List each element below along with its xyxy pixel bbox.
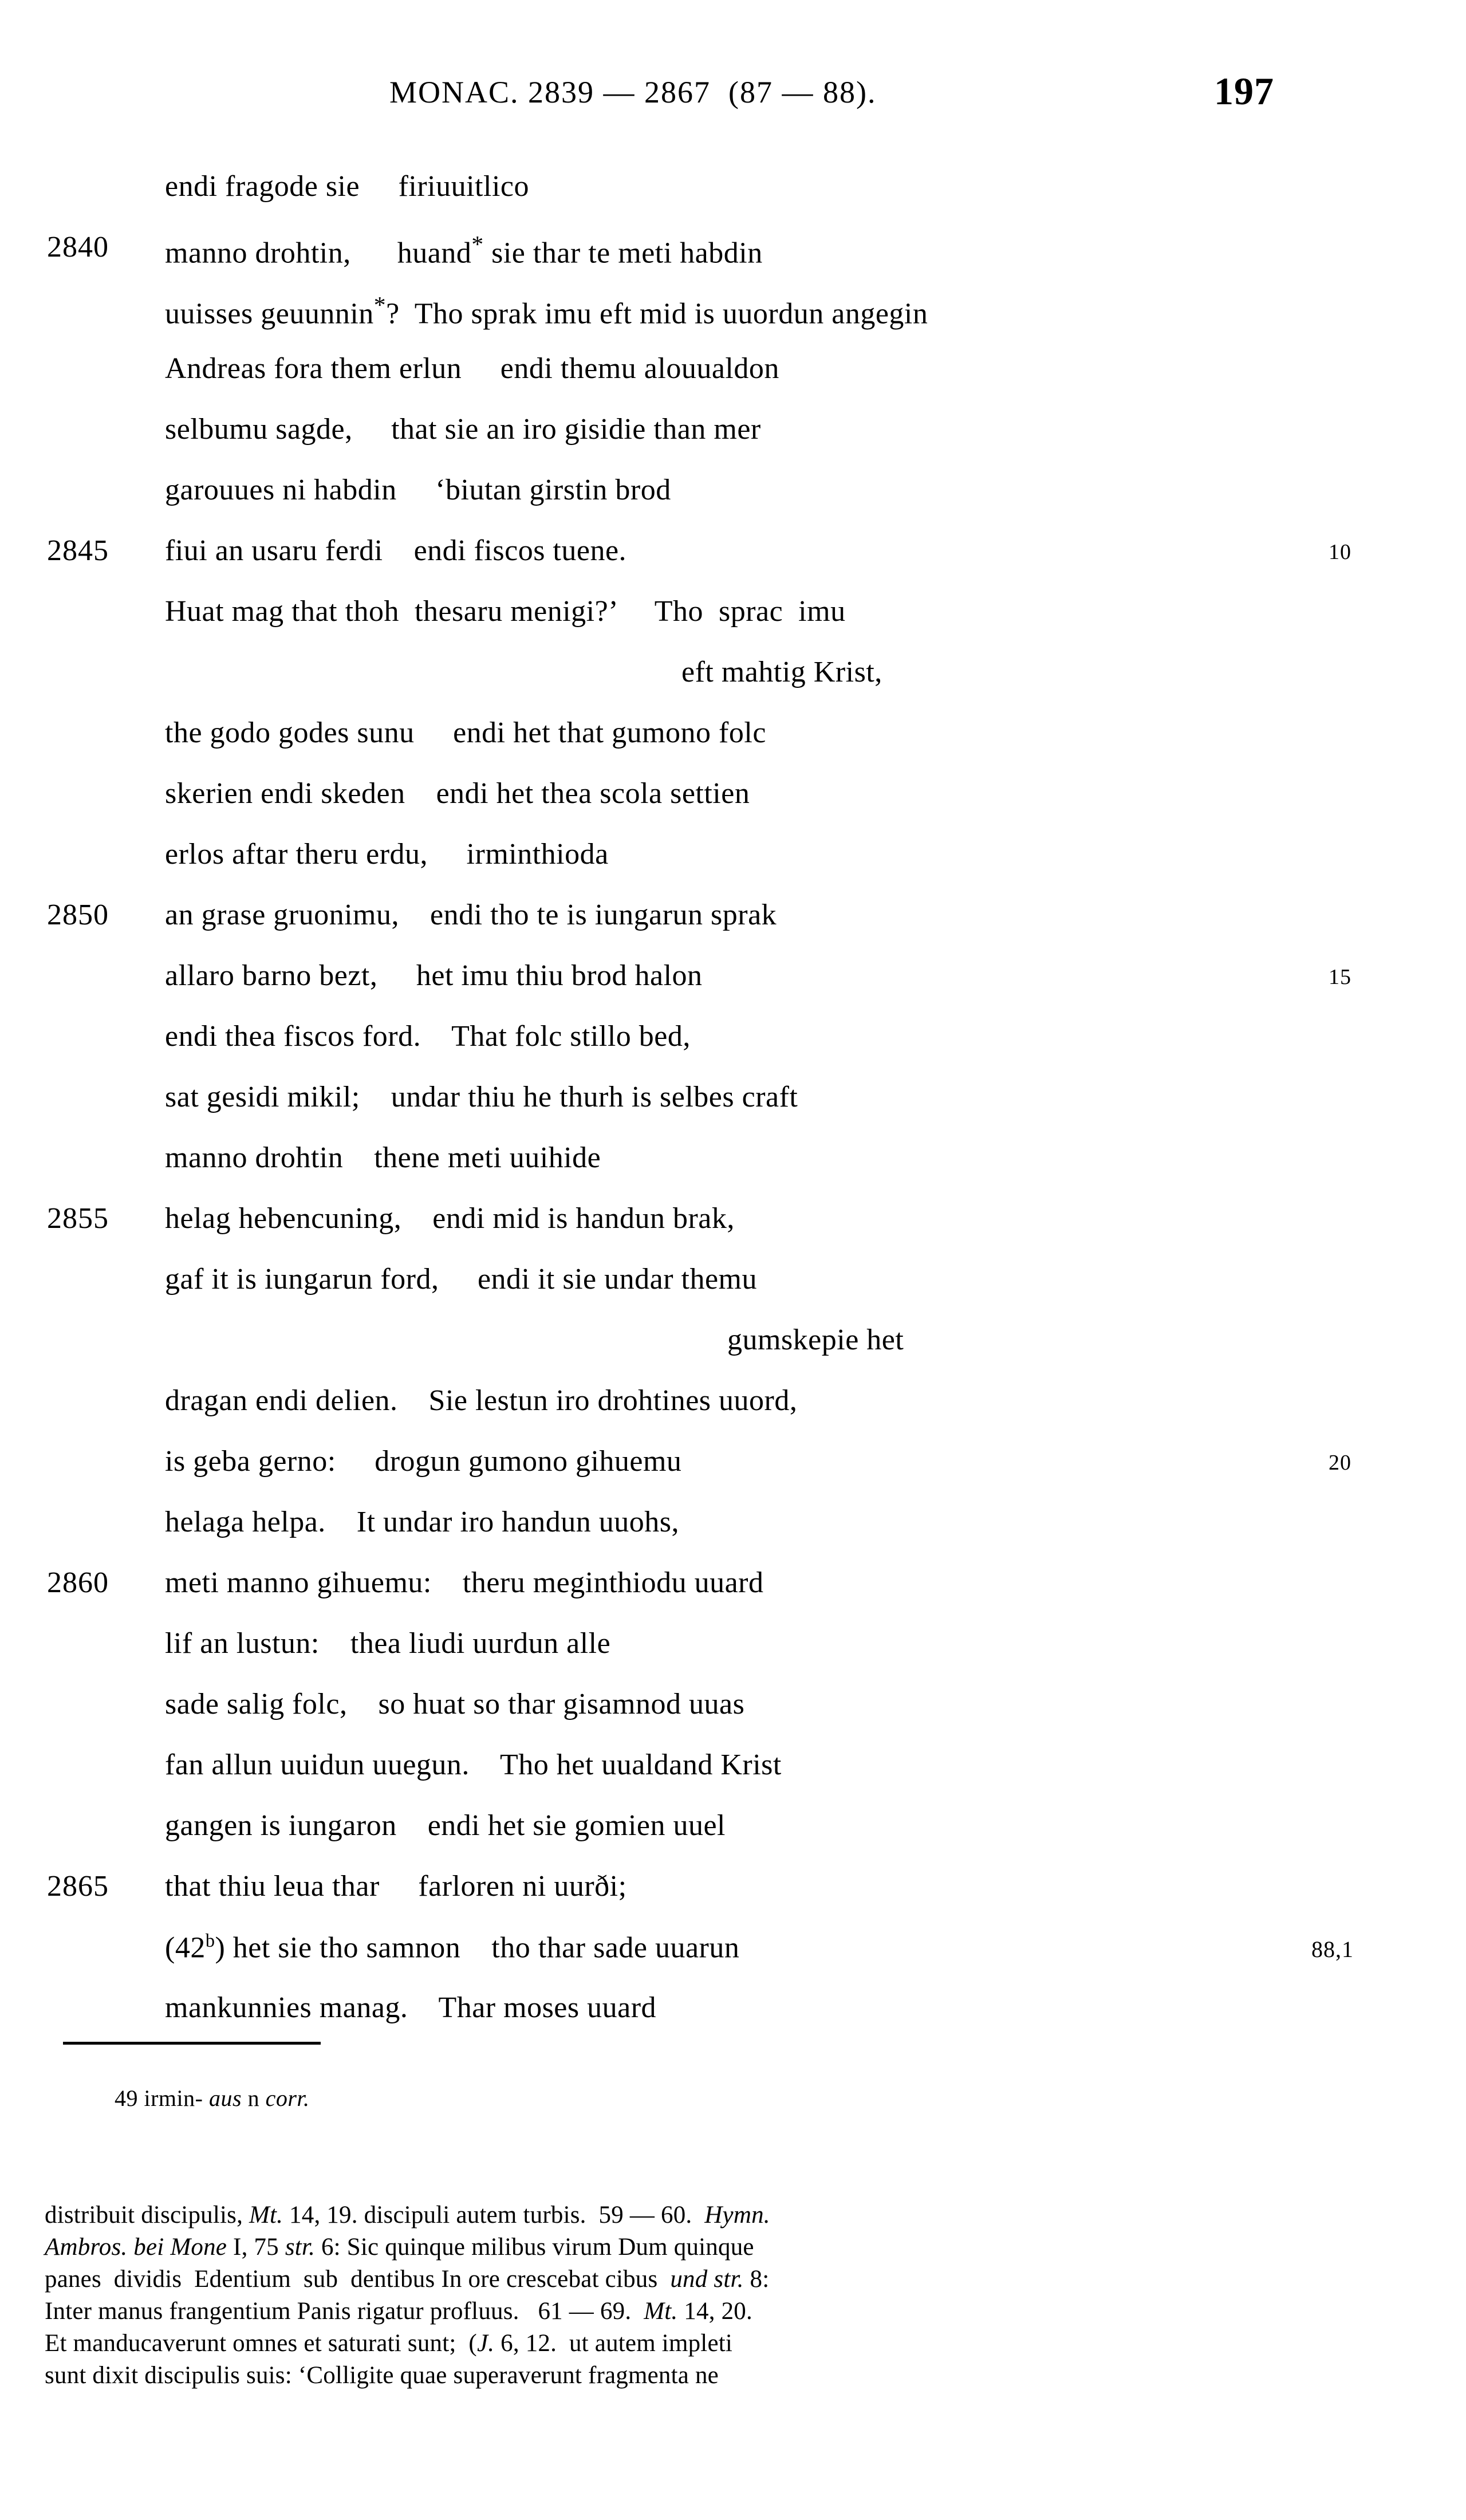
variant-note [115,2085,310,2112]
latin-apparatus-line: sunt dixit discipulis suis: ‘Colligite quae superaverunt fragmenta ne [45,2362,719,2389]
verse-line-text: Huat mag that thoh thesaru menigi?’ Tho sprac imu [165,595,846,628]
verse-line-text: that thiu leua thar farloren ni uurði; [165,1870,627,1903]
verse-line [0,1562,1466,1623]
variant-note-abbrev: corr. [265,2085,310,2111]
verse-line [0,1137,1466,1198]
margin-line-marker: 15 [1329,965,1351,989]
margin-line-marker: 20 [1329,1451,1351,1475]
verse-line [0,955,1466,1016]
verse-line [0,1805,1466,1866]
verse-line [0,1927,1466,1987]
verse-line-text: lif an lustun: thea liudi uurdun alle [165,1627,611,1660]
latin-apparatus-line: Inter manus frangentium Panis rigatur profluus. 61 — 69. Mt. 14, 20. [45,2298,752,2325]
latin-apparatus [45,2199,1419,2392]
verse-line-text: endi thea fiscos ford. That folc stillo bed, [165,1020,691,1053]
verse-line-text: meti manno gihuemu: theru meginthiodu uuard [165,1566,764,1599]
variant-note-witness: n [247,2085,260,2111]
verse-line [0,1380,1466,1441]
verse-line-number: 2860 [47,1566,109,1599]
verse-line-text: (42$^b$) het sie tho samnon tho thar sade uuarun [165,1930,740,1964]
apparatus-rule [63,2042,321,2045]
verse-line [0,227,1466,288]
verse-line-text: mankunnies manag. Thar moses uuard [165,1991,657,2024]
margin-line-marker: 10 [1329,540,1351,564]
margin-line-marker: 88,1 [1311,1936,1354,1962]
verse-line [0,1745,1466,1805]
verse-line-text: gumskepie het [727,1324,904,1356]
verse-line [0,591,1466,652]
latin-apparatus-line: panes dividis Edentium sub dentibus In ore crescebat cibus und str. 8: [45,2266,770,2293]
verse-line [0,530,1466,591]
page-number: 197 [1214,69,1274,113]
verse-line-text: the godo godes sunu endi het that gumono folc [165,716,766,749]
verse-line [0,1502,1466,1562]
verse-line [0,652,1466,712]
verse-line [0,409,1466,470]
verse-line-text: manno drohtin thene meti uuihide [165,1141,601,1174]
verse-line [0,1866,1466,1927]
variant-note-lemma: irmin- [144,2085,203,2111]
verse-line-number: 2850 [47,899,109,931]
verse-line [0,834,1466,895]
verse-line [0,1441,1466,1502]
verse-line-text: an grase gruonimu, endi tho te is iungarun sprak [165,899,777,931]
verse-block [0,166,1466,2048]
verse-line [0,712,1466,773]
verse-line [0,470,1466,530]
verse-line-number: 2865 [47,1870,109,1903]
verse-line [0,1259,1466,1320]
verse-line-text: Andreas fora them erlun endi themu alouualdon [165,352,779,385]
verse-line-text: garouues ni habdin ‘biutan girstin brod [165,474,671,506]
variant-note-line-ref: 49 [115,2085,138,2111]
running-head [0,69,1466,126]
verse-line [0,1623,1466,1684]
variant-note-source: aus [208,2085,242,2111]
verse-line-text: allaro barno bezt, het imu thiu brod halon [165,959,703,992]
verse-line [0,348,1466,409]
verse-line [0,288,1466,348]
verse-line-text: fan allun uuidun uuegun. Tho het uualdand Krist [165,1749,782,1781]
verse-line-number: 2840 [47,231,109,263]
verse-line [0,1987,1466,2048]
verse-line-text: gaf it is iungarun ford, endi it sie undar themu [165,1263,758,1296]
verse-line [0,895,1466,955]
latin-apparatus-line: distribuit discipulis, Mt. 14, 19. discipuli autem turbis. 59 — 60. Hymn. [45,2202,770,2228]
latin-apparatus-line: Et manducaverunt omnes et saturati sunt; (J. 6, 12. ut autem impleti [45,2330,733,2357]
verse-line-text: gangen is iungaron endi het sie gomien uuel [165,1809,726,1842]
verse-line-text: sat gesidi mikil; undar thiu he thurh is selbes craft [165,1081,798,1113]
verse-line-text: endi fragode sie firiuuitlico [165,170,529,203]
running-head-title: MONAC. 2839 — 2867 (87 — 88). [389,75,877,109]
verse-line [0,1198,1466,1259]
verse-line-number: 2855 [47,1202,109,1235]
verse-line [0,1077,1466,1137]
verse-line [0,1320,1466,1380]
verse-line-text: manno drohtin, huand* sie thar te meti habdin [165,231,763,270]
verse-line [0,1016,1466,1077]
verse-line-text: erlos aftar theru erdu, irminthioda [165,838,609,871]
latin-apparatus-line: Ambros. bei Mone I, 75 str. 6: Sic quinque milibus virum Dum quinque [45,2234,754,2261]
verse-line [0,773,1466,834]
verse-line-text: eft mahtig Krist, [681,656,882,688]
verse-line-text: uuisses geuunnin*? Tho sprak imu eft mid is uuordun angegin [165,292,928,330]
verse-line-text: fiui an usaru ferdi endi fiscos tuene. [165,534,627,567]
verse-line-text: helaga helpa. It undar iro handun uuohs, [165,1506,680,1538]
verse-line [0,166,1466,227]
verse-line-text: skerien endi skeden endi het thea scola settien [165,777,750,810]
verse-line-number: 2845 [47,534,109,567]
verse-line-text: selbumu sagde, that sie an iro gisidie than mer [165,413,761,446]
verse-line-text: dragan endi delien. Sie lestun iro drohtines uuord, [165,1384,798,1417]
verse-line-text: is geba gerno: drogun gumono gihuemu [165,1445,682,1478]
verse-line-text: helag hebencuning, endi mid is handun brak, [165,1202,735,1235]
verse-line-text: sade salig folc, so huat so thar gisamnod uuas [165,1688,745,1720]
verse-line [0,1684,1466,1745]
